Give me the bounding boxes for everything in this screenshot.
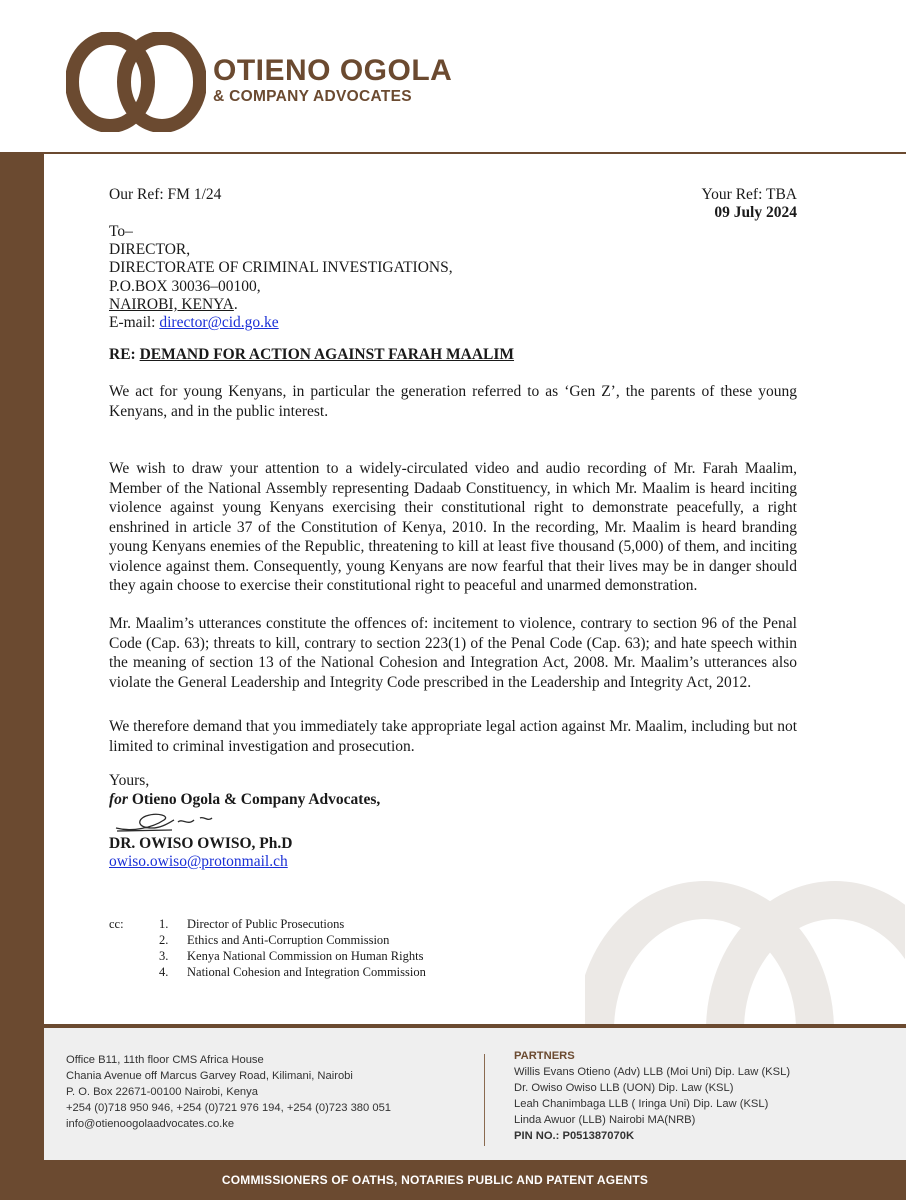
subject-line bbox=[109, 346, 514, 364]
signature-icon bbox=[112, 808, 222, 836]
partner-entry: Leah Chanimbaga LLB ( Iringa Uni) Dip. Law (KSL) bbox=[514, 1098, 769, 1110]
cc-item-text: Kenya National Commission on Human Rights bbox=[187, 949, 424, 963]
body-paragraph-2: We wish to draw your attention to a widely-circulated video and audio recording of Mr. Farah Maalim, Member of the National Assembly representing Dadaab Constituency, in which Mr. Maalim is heard inciting violence against young Kenyans exercising their constitutional right to demonstrate peacefully, a right enshrined in article 37 of the Constitution of Kenya, 2010. In the recording, Mr. Maalim is heard branding young Kenyans enemies of the Republic, threatening to kill at least five thousand (5,000) of them, and inciting violence against them. Consequently, young Kenyans are now fearful that their lives may be in danger should they again choose to exercise their constitutional right to peaceful and unarmed demonstration. bbox=[109, 460, 797, 594]
recipient-email-line bbox=[109, 314, 453, 332]
signatory-email-line bbox=[109, 852, 288, 871]
footer-address bbox=[66, 1052, 391, 1132]
recipient-line-1: DIRECTOR, bbox=[109, 241, 191, 259]
cc-item bbox=[159, 932, 559, 948]
cc-item-number: 3. bbox=[159, 949, 169, 963]
closing-yours: Yours, bbox=[109, 772, 150, 789]
pin-number: PIN NO.: P051387070K bbox=[514, 1130, 635, 1142]
subject-prefix: RE: bbox=[109, 346, 140, 363]
recipient-line-4-end: . bbox=[233, 295, 238, 313]
partner-entry: Willis Evans Otieno (Adv) LLB (Moi Uni) Dip. Law (KSL) bbox=[514, 1066, 791, 1078]
cc-item-number: 4. bbox=[159, 965, 169, 979]
ref-right-block bbox=[702, 186, 797, 222]
cc-item bbox=[159, 948, 559, 964]
closing-for: for bbox=[109, 791, 128, 808]
recipient-line-2: DIRECTORATE OF CRIMINAL INVESTIGATIONS, bbox=[109, 259, 453, 277]
firm-logo-icon bbox=[66, 32, 206, 132]
body-paragraph-4: We therefore demand that you immediately take appropriate legal action against Mr. Maalim, including but not limited to criminal investigation and prosecution. bbox=[109, 718, 797, 755]
left-brand-bar bbox=[0, 152, 44, 1200]
closing-firm: Otieno Ogola & Company Advocates, bbox=[131, 791, 381, 808]
header-divider bbox=[44, 152, 906, 154]
subject-title: DEMAND FOR ACTION AGAINST FARAH MAALIM bbox=[139, 346, 515, 363]
firm-name: OTIENO OGOLA bbox=[213, 54, 453, 87]
body-paragraph-3: Mr. Maalim’s utterances constitute the offences of: incitement to violence, contrary to section 96 of the Penal Code (Cap. 63); threats to kill, contrary to section 223(1) of the Penal Code (Cap. 63); and hate speech within the meaning of section 13 of the National Cohesion and Integration Act, 2008. Mr. Maalim’s utterances also violate the General Leadership and Integrity Code prescribed in the Leadership and Integrity Act, 2012. bbox=[109, 615, 797, 691]
cc-label: cc: bbox=[109, 917, 124, 931]
body-paragraph-1: We act for young Kenyans, in particular the generation referred to as ‘Gen Z’, the parents of these young Kenyans, and in the public interest. bbox=[109, 383, 797, 420]
cc-item bbox=[159, 916, 559, 932]
recipient-city: NAIROBI, KENYA bbox=[109, 295, 234, 313]
closing-firm-line bbox=[109, 790, 380, 809]
signatory-name: DR. OWISO OWISO, Ph.D bbox=[109, 835, 293, 852]
footer-email: info@otienoogolaadvocates.co.ke bbox=[66, 1118, 235, 1130]
recipient-address bbox=[109, 223, 453, 332]
recipient-email-link[interactable]: director@cid.go.ke bbox=[159, 314, 279, 332]
partners-title: PARTNERS bbox=[514, 1050, 575, 1062]
cc-item-text: National Cohesion and Integration Commission bbox=[187, 965, 426, 979]
cc-item-text: Ethics and Anti-Corruption Commission bbox=[187, 933, 390, 947]
your-ref: Your Ref: TBA bbox=[701, 186, 797, 203]
cc-item-number: 1. bbox=[159, 917, 169, 931]
to-label: To– bbox=[109, 223, 133, 240]
cc-list bbox=[159, 916, 559, 980]
footer-divider bbox=[484, 1054, 485, 1146]
partner-entry: Linda Awuor (LLB) Nairobi MA(NRB) bbox=[514, 1114, 696, 1126]
letter-footer bbox=[44, 1024, 906, 1160]
cc-item bbox=[159, 964, 559, 980]
footer-pobox: P. O. Box 22671-00100 Nairobi, Kenya bbox=[66, 1086, 258, 1098]
footer-partners bbox=[514, 1048, 790, 1144]
footer-street: Chania Avenue off Marcus Garvey Road, Kilimani, Nairobi bbox=[66, 1070, 353, 1082]
footer-phones: +254 (0)718 950 946, +254 (0)721 976 194, +254 (0)723 380 051 bbox=[66, 1102, 392, 1114]
recipient-line-3: P.O.BOX 30036–00100, bbox=[109, 277, 261, 295]
footer-band bbox=[44, 1160, 906, 1200]
logo-watermark-icon bbox=[585, 880, 905, 1030]
partner-entry: Dr. Owiso Owiso LLB (UON) Dip. Law (KSL) bbox=[514, 1082, 734, 1094]
signatory-email-link[interactable]: owiso.owiso@protonmail.ch bbox=[109, 853, 288, 870]
footer-band-text: COMMISSIONERS OF OATHS, NOTARIES PUBLIC AND PATENT AGENTS bbox=[221, 1173, 649, 1187]
letter-date: 09 July 2024 bbox=[714, 204, 797, 221]
our-ref: Our Ref: FM 1/24 bbox=[109, 186, 222, 203]
cc-item-text: Director of Public Prosecutions bbox=[187, 917, 345, 931]
footer-office: Office B11, 11th floor CMS Africa House bbox=[66, 1054, 264, 1066]
firm-subtitle: & COMPANY ADVOCATES bbox=[213, 88, 412, 105]
recipient-line-4 bbox=[109, 296, 453, 314]
email-label: E-mail: bbox=[109, 314, 160, 332]
cc-item-number: 2. bbox=[159, 933, 169, 947]
